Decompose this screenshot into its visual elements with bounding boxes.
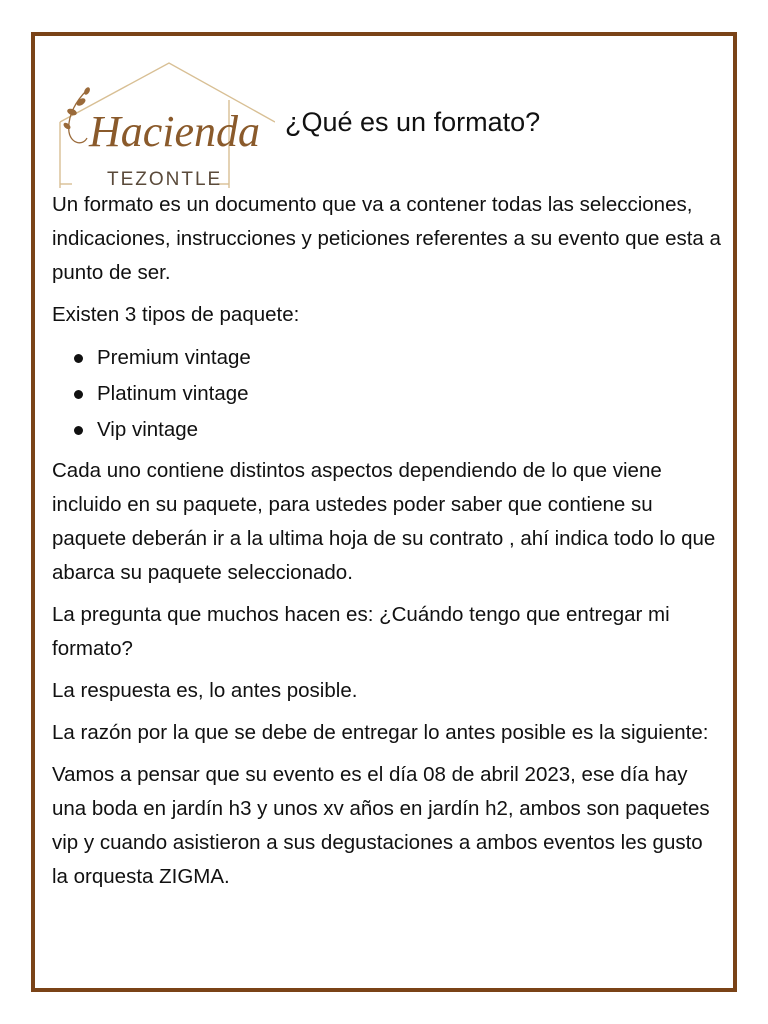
page-title: ¿Qué es un formato? [285, 107, 541, 137]
reason-paragraph: La razón por la que se debe de entregar lo antes posible es la siguiente: [52, 721, 709, 744]
bullet-icon [74, 426, 83, 435]
logo-sub-text: TEZONTLE [107, 169, 223, 190]
package-label: Platinum vintage [97, 382, 249, 405]
answer-paragraph: La respuesta es, lo antes posible. [52, 679, 358, 702]
logo-leaf-ornament-icon [62, 86, 91, 130]
packages-list [52, 340, 724, 448]
bullet-icon [74, 354, 83, 363]
list-item [97, 412, 724, 448]
question-paragraph: La pregunta que muchos hacen es: ¿Cuándo tengo que entregar mi formato? [52, 603, 670, 660]
list-item [97, 340, 724, 376]
bullet-icon [74, 390, 83, 399]
page-frame [31, 32, 737, 992]
hacienda-tezontle-logo [57, 60, 275, 188]
packages-intro-paragraph: Existen 3 tipos de paquete: [52, 303, 300, 326]
aspects-paragraph: Cada uno contiene distintos aspectos dependiendo de lo que viene incluido en su paquete, para ustedes poder saber que contiene su paquete deberán ir a la ultima hoja de su contrato , ahí indica todo lo que abarca su paquete seleccionado. [52, 459, 716, 584]
package-label: Premium vintage [97, 346, 251, 369]
document-body [52, 188, 724, 902]
intro-paragraph: Un formato es un documento que va a contener todas las selecciones, indicaciones, instrucciones y peticiones referentes a su evento que esta a punto de ser. [52, 193, 721, 284]
logo-script-text: Hacienda [89, 107, 261, 156]
example-paragraph: Vamos a pensar que su evento es el día 08 de abril 2023, ese día hay una boda en jardín h3 y unos xv años en jardín h2, ambos son paquetes vip y cuando asistieron a sus degustaciones a ambos eventos les gusto la orquesta ZIGMA. [52, 763, 710, 888]
list-item [97, 376, 724, 412]
package-label: Vip vintage [97, 418, 199, 441]
